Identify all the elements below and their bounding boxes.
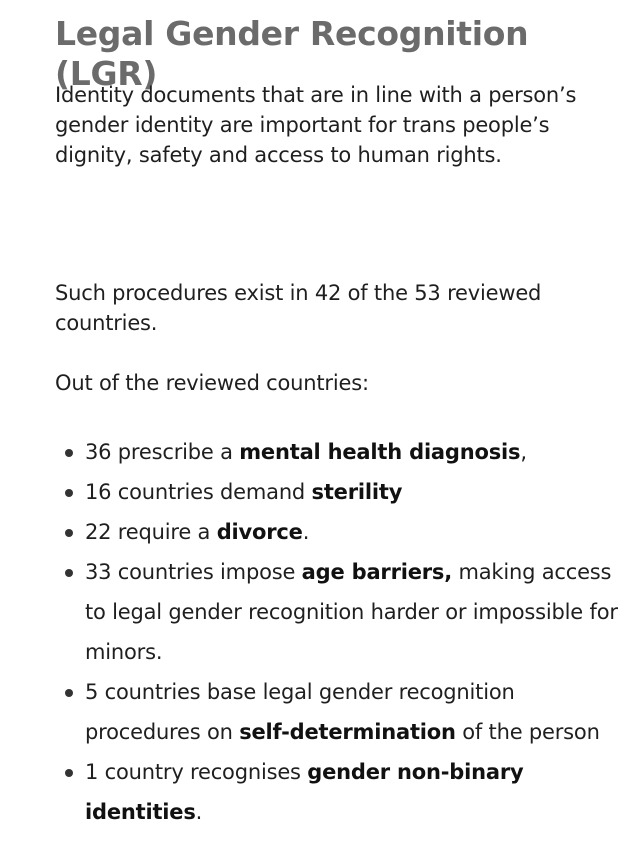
list-item-text: . bbox=[195, 800, 203, 824]
reviewed-countries-paragraph: Out of the reviewed countries: bbox=[55, 371, 369, 395]
list-item-bold: age barriers, bbox=[301, 560, 453, 584]
list-item-text: 36 prescribe a bbox=[85, 440, 240, 464]
list-item-text: 16 countries demand bbox=[85, 480, 312, 504]
list-item-bold: self-determination bbox=[239, 720, 456, 744]
list-item bbox=[65, 472, 625, 512]
list-item bbox=[65, 512, 625, 552]
bullet-icon bbox=[65, 529, 73, 537]
page-title: Legal Gender Recognition (LGR) bbox=[55, 14, 529, 93]
list-item-bold: sterility bbox=[311, 480, 403, 504]
list-item-text: 33 countries impose bbox=[85, 560, 302, 584]
list-item bbox=[65, 672, 625, 752]
list-item bbox=[65, 432, 625, 472]
list-item-text: , bbox=[520, 440, 527, 464]
list-item bbox=[65, 552, 625, 672]
bullet-icon bbox=[65, 769, 73, 777]
bullet-icon bbox=[65, 689, 73, 697]
findings-list bbox=[65, 432, 625, 832]
bullet-icon bbox=[65, 449, 73, 457]
intro-paragraph: Identity documents that are in line with a person’s gender identity are important for trans people’s dignity, safety and access to human rights. bbox=[55, 83, 577, 167]
list-item-bold: mental health diagnosis bbox=[239, 440, 521, 464]
list-item-text: . bbox=[302, 520, 310, 544]
list-item-bold: gender non-binary identities bbox=[85, 760, 524, 824]
list-item-text: 1 country recognises bbox=[85, 760, 308, 784]
list-item-text: of the person bbox=[455, 720, 600, 744]
bullet-icon bbox=[65, 569, 73, 577]
list-item bbox=[65, 752, 625, 832]
procedures-paragraph: Such procedures exist in 42 of the 53 reviewed countries. bbox=[55, 281, 542, 335]
list-item-text: 22 require a bbox=[85, 520, 217, 544]
list-item-text: 5 countries base legal gender recognition procedures on bbox=[85, 680, 515, 744]
bullet-icon bbox=[65, 489, 73, 497]
list-item-text: making access to legal gender recognition harder or impossible for minors. bbox=[85, 560, 618, 664]
list-item-bold: divorce bbox=[216, 520, 303, 544]
document bbox=[55, 14, 625, 824]
